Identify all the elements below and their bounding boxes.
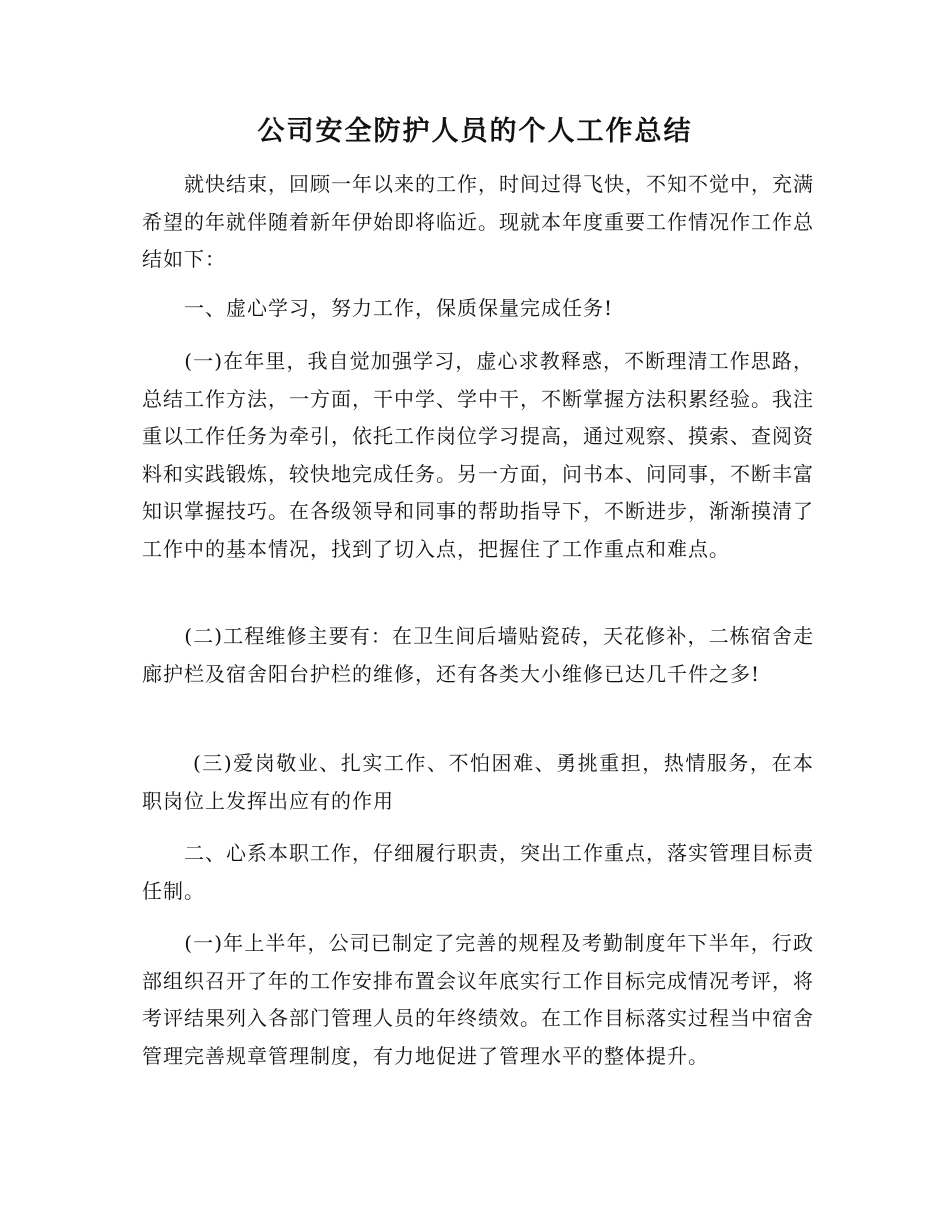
section-one-item-2: (二)工程维修主要有：在卫生间后墙贴瓷砖，天花修补，二栋宿舍走廊护栏及宿舍阳台护栏的维修，还有各类大小维修已达几千件之多! (142, 624, 814, 686)
section-one-item-3: (三)爱岗敬业、扎实工作、不怕困难、勇挑重担，热情服务，在本职岗位上发挥出应有的作用 (142, 751, 814, 813)
intro-paragraph: 就快结束，回顾一年以来的工作，时间过得飞快，不知不觉中，充满希望的年就伴随着新年伊始即将临近。现就本年度重要工作情况作工作总结如下： (142, 172, 814, 271)
section-one-heading: 一、虚心学习，努力工作，保质保量完成任务! (142, 296, 614, 320)
document-title: 公司安全防护人员的个人工作总结 (257, 116, 693, 147)
section-two-heading: 二、心系本职工作，仔细履行职责，突出工作重点，落实管理目标责任制。 (142, 841, 814, 903)
section-two-item-1: (一)年上半年，公司已制定了完善的规程及考勤制度年下半年，行政部组织召开了年的工作安排布置会议年底实行工作目标完成情况考评，将考评结果列入各部门管理人员的年终绩效。在工作目标落实过程当中宿舍管理完善规章管理制度，有力地促进了管理水平的整体提升。 (142, 931, 814, 1068)
section-one-item-1: (一)在年里，我自觉加强学习，虚心求教释惑，不断理清工作思路，总结工作方法，一方面，干中学、学中干，不断掌握方法积累经验。我注重以工作任务为牵引，依托工作岗位学习提高，通过观察、摸索、查阅资料和实践锻炼，较快地完成任务。另一方面，问书本、问同事，不断丰富知识掌握技巧。在各级领导和同事的帮助指导下，不断进步，渐渐摸清了工作中的基本情况，找到了切入点，把握住了工作重点和难点。 (142, 349, 814, 561)
